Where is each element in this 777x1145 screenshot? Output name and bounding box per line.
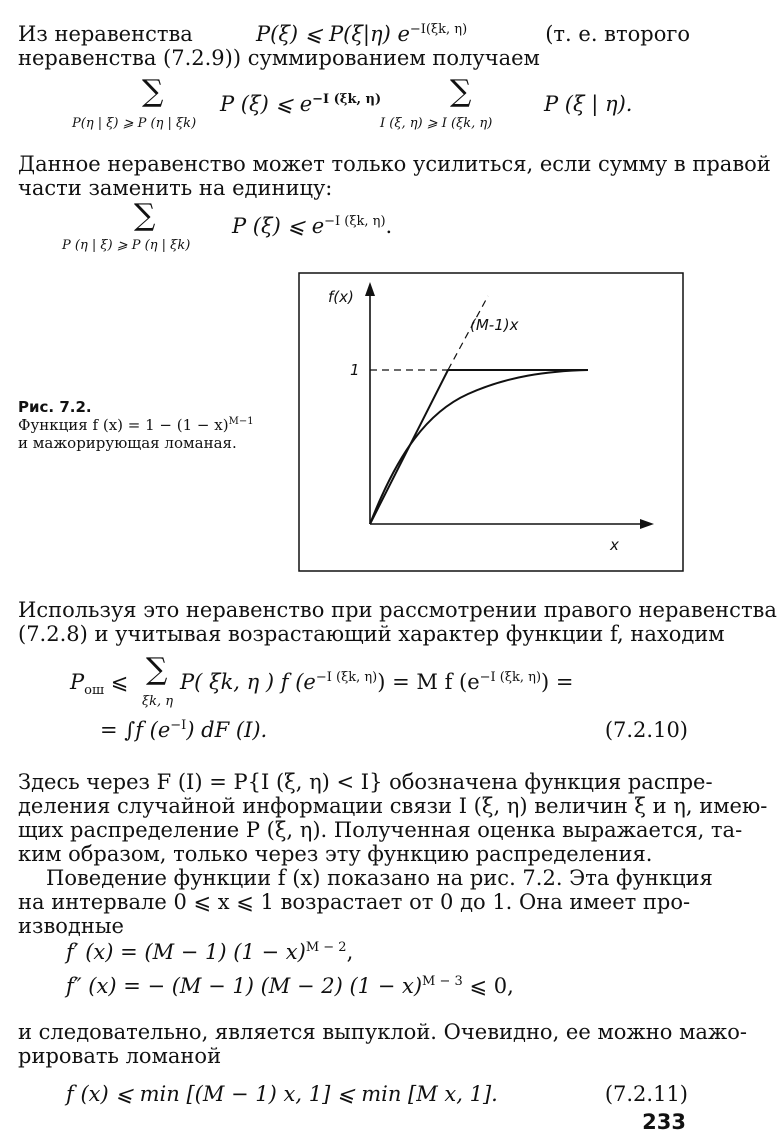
majorant-polyline [370, 370, 588, 524]
text-span: Из неравенства [18, 22, 193, 46]
formula-text: = ∫f (e [100, 718, 171, 742]
para2-line1: Данное неравенство может только усилиться, если сумму в правой [18, 152, 771, 176]
formula-subscript: ош [84, 683, 105, 699]
formula-lhs [70, 670, 128, 703]
formula-exponent: −I [170, 718, 187, 733]
function-curve [370, 370, 588, 524]
sum-subscript: ξk, η [142, 694, 174, 709]
equation-number: (7.2.10) [604, 718, 688, 742]
para4-line4: ким образом, только через эту функцию распределения. [18, 842, 653, 866]
formula-text: ) dF (I). [186, 718, 268, 742]
formula-tail: , [346, 940, 354, 964]
level-one-label: 1 [350, 361, 360, 379]
formula-exponent: −I (ξk, η) [479, 670, 542, 685]
para1-line2: неравенства (7.2.9)) суммированием получаем [18, 46, 540, 70]
para3-line2: (7.2.8) и учитывая возрастающий характер функции f, находим [18, 622, 725, 646]
sum-symbol: ∑ [142, 74, 164, 109]
figure-caption [18, 398, 268, 452]
formula-text: P(ξ) ⩽ P(ξ|η) e [256, 22, 410, 46]
sum-symbol: ∑ [134, 198, 156, 233]
para3-line1: Используя это неравенство при рассмотрении правого неравенства [18, 598, 777, 622]
formula-text: f′ (x) = (M − 1) (1 − x) [66, 940, 306, 964]
para6-line1: и следовательно, является выпуклой. Очевидно, ее можно мажо- [18, 1020, 747, 1044]
formula-exponent: −I(ξk, η) [409, 22, 468, 37]
formula-text: P (ξ | η). [544, 92, 633, 116]
formula-exponent: M − 2 [305, 940, 347, 955]
formula-exponent: −I (ξk, η) [312, 92, 382, 107]
inline-formula [256, 22, 467, 46]
derivative-1 [66, 940, 353, 964]
para1-line1 [18, 22, 690, 46]
formula-body [232, 214, 392, 238]
caption-text: и мажорирующая ломаная. [18, 434, 237, 452]
formula-text: P (ξ) ⩽ e [220, 92, 313, 116]
derivative-2 [66, 974, 514, 998]
caption-exponent: M−1 [228, 416, 254, 427]
formula-line2 [100, 718, 267, 742]
formula-text: P (ξ) ⩽ e [232, 214, 325, 238]
formula-text: f″ (x) = − (M − 1) (M − 2) (1 − x) [66, 974, 423, 998]
sum-symbol: ∑ [450, 74, 472, 109]
x-axis-label: x [610, 536, 619, 554]
formula-body [220, 92, 381, 116]
formula-text: f (x) ⩽ min [(M − 1) x, 1] ⩽ min [M x, 1]. [66, 1082, 498, 1106]
text-span: (т. е. второго [545, 22, 690, 46]
formula-text: ⩽ [104, 670, 129, 694]
para4-line3: щих распределение P (ξ, η). Полученная оценка выражается, та- [18, 818, 743, 842]
sum-subscript: P (η | ξ) ⩾ P (η | ξk) [62, 238, 191, 253]
figure-7-2 [298, 272, 684, 572]
formula-exponent: M − 3 [422, 974, 463, 989]
para6-line2: рировать ломаной [18, 1044, 222, 1068]
equation-number: (7.2.11) [604, 1082, 688, 1106]
sum-symbol: ∑ [146, 652, 168, 687]
formula-text: ) = M f (e [377, 670, 480, 694]
para4-line1: Здесь через F (I) = P{I (ξ, η) < I} обозначена функция распре- [18, 770, 713, 794]
line-label: (M-1)x [470, 316, 519, 334]
formula-body [544, 92, 632, 116]
formula-exponent: −I (ξk, η) [324, 214, 386, 229]
y-axis-arrow [365, 282, 375, 296]
formula-text: P( ξk, η ) f (e [180, 670, 316, 694]
para5-line1: Поведение функции f (x) показано на рис. 7.2. Эта функция [46, 866, 713, 890]
caption-text: Функция f (x) = 1 − (1 − x) [18, 416, 229, 434]
formula-body [66, 1082, 498, 1106]
para5-line2: на интервале 0 ⩽ x ⩽ 1 возрастает от 0 до 1. Она имеет про- [18, 890, 691, 914]
formula-text: P [70, 670, 85, 694]
formula-body [180, 670, 574, 694]
page-number: 233 [642, 1110, 686, 1134]
formula-exponent: −I (ξk, η) [315, 670, 378, 685]
para4-line2: деления случайной информации связи I (ξ, η) величин ξ и η, имею- [18, 794, 768, 818]
x-axis-arrow [640, 519, 654, 529]
para2-line2: части заменить на единицу: [18, 176, 333, 200]
formula-tail: ⩽ 0, [462, 974, 514, 998]
y-axis-label: f(x) [328, 288, 354, 306]
para5-line3: изводные [18, 914, 124, 938]
formula-tail: . [385, 214, 393, 238]
sum-subscript: I (ξ, η) ⩾ I (ξk, η) [380, 116, 493, 131]
caption-title: Рис. 7.2. [18, 398, 92, 416]
sum-subscript: P(η | ξ) ⩾ P (η | ξk) [72, 116, 197, 131]
formula-text: ) = [541, 670, 574, 694]
